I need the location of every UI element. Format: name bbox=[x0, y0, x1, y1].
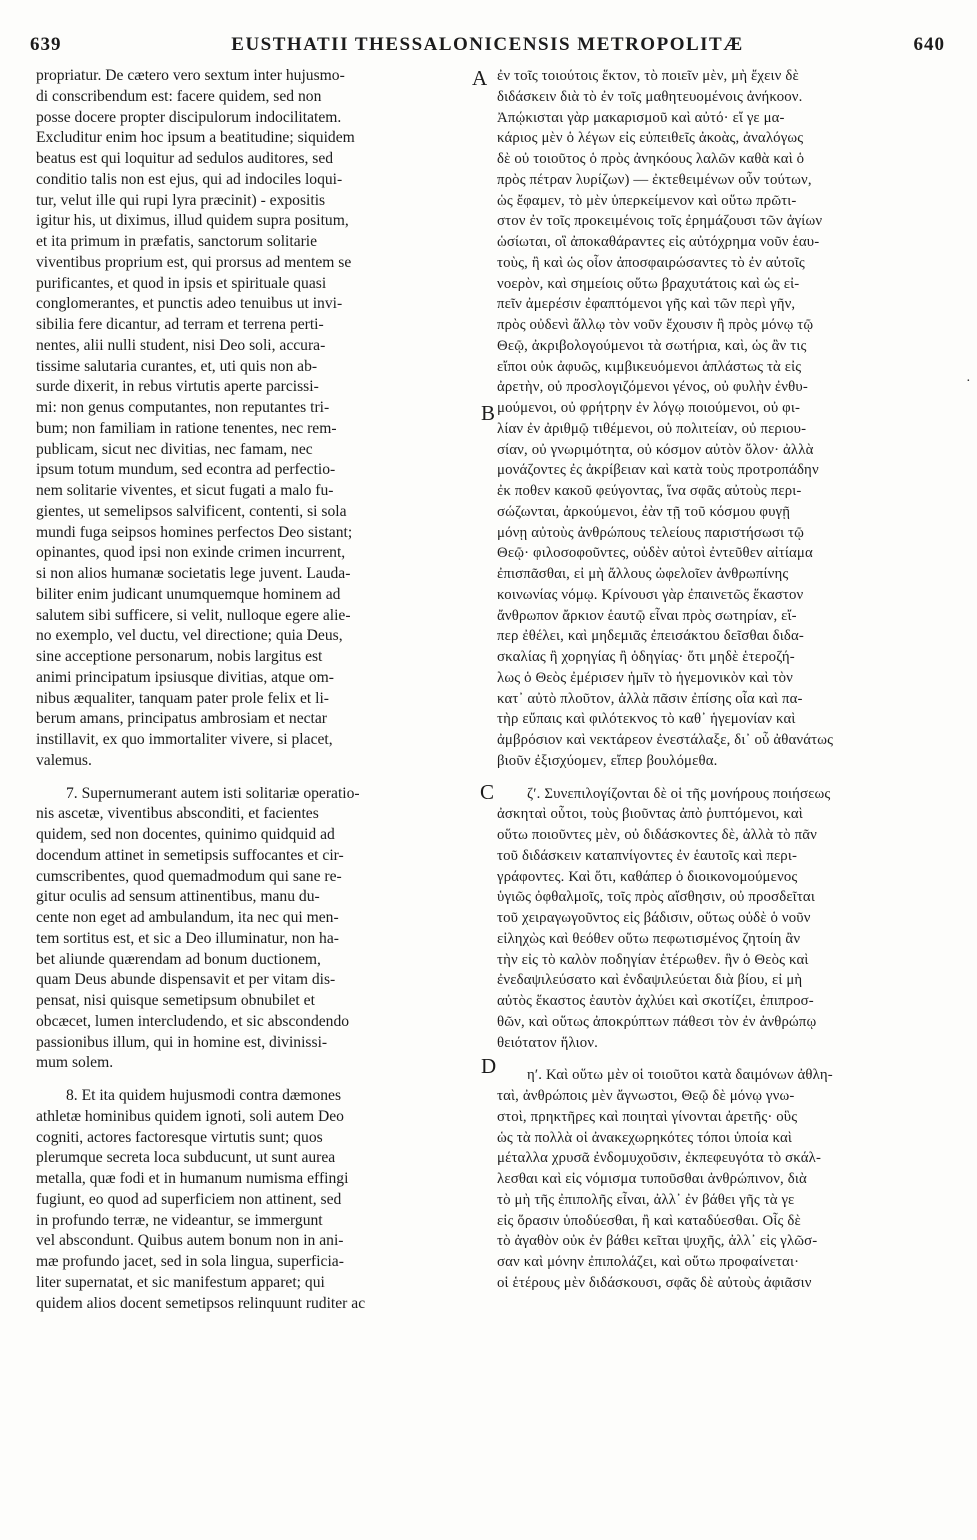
text-line: ταὶ, ἀνθρώποις μὲν ἄγνωστοι, Θεῷ δὲ μόνῳ γνω- bbox=[497, 1088, 795, 1104]
text-line: obcæcet, lumen intercludendo, et sic abscondendo bbox=[36, 1012, 350, 1030]
text-line: salutem sibi sufficere, si velit, nulloque egere alie- bbox=[36, 606, 351, 624]
text-line: μέταλλα χρυσᾶ ἐνδομυχοῦσιν, ἐκπεφευγότα τὸ σκάλ- bbox=[497, 1150, 822, 1167]
text-line: μονάζοντες ἐς ἀκρίβειαν καὶ κατὰ τοὺς προτροπάδην bbox=[497, 462, 819, 479]
text-line: εἰληχὼς καὶ θεόθεν οὕτω πεφωτισμένος ζητοίη ἂν bbox=[497, 930, 801, 947]
text-line: τοῦ χειραγωγοῦντος εἰς βάδισιν, οὕτως οὐδὲ ὁ νοῦν bbox=[497, 910, 811, 926]
text-line: passionibus illum, qui in homine est, divinissi- bbox=[36, 1033, 328, 1051]
text-line: νοερὸν, καὶ σημείοις οὕτω βραχυτάτοις καὶ ὡς εἰ- bbox=[497, 275, 800, 292]
text-line: instillavit, ex quo immortaliter vivere, si placet, bbox=[36, 731, 333, 748]
text-line: κατ᾽ αὐτὸ πλοῦτον, ἀλλὰ πᾶσιν ἐπίσης οἷα καὶ πα- bbox=[497, 690, 803, 707]
text-line: στον ἐν τοῖς προκειμένοις τοῖς ἐρημάζουσι τῶν ἁγίων bbox=[497, 213, 823, 230]
text-line: τοὺς, ἢ καὶ ὡς οἷον ἀποσφαιρώσαντες τὸ ἐν αὐτοῖς bbox=[497, 254, 805, 271]
text-line: μόνῃ αὐτοὺς ἀνθρώπους τελείους παριστήσωσι τῷ bbox=[497, 524, 805, 541]
text-line: ὡς τὰ πολλὰ οἱ ἀνακεχωρηκότες τόποι ὑποία καὶ bbox=[497, 1129, 792, 1146]
text-line: bet aliunde quærendam ad bonum ductionem, bbox=[36, 950, 321, 968]
text-line: nibus æqualiter, tanquam pater prole felix et li- bbox=[36, 689, 329, 707]
text-line: εἰς ὅρασιν ὑποδύεσθαι, ἢ καὶ καταδύεσθαι. Οἷς δὲ bbox=[497, 1212, 801, 1229]
latin-column bbox=[36, 66, 491, 1314]
running-title: EUSTHATII THESSALONICENSIS METROPOLITÆ bbox=[231, 34, 744, 55]
text-line: σκαλίας ἢ χορηγίας ἢ ὁδηγίας· ὅτι μηδὲ ἑτεροζή- bbox=[497, 649, 795, 665]
text-line: sine acceptione personarum, nobis largitus est bbox=[36, 648, 323, 665]
text-line: liter supernatat, et sic manifestum apparet; qui bbox=[36, 1273, 325, 1291]
text-line: τὴρ εὔπαις καὶ φιλότεκνος τὸ καθ᾽ ἡγεμονίαν καὶ bbox=[497, 711, 796, 728]
text-line: τοῦ διδάσκειν καταπνίγοντες ἐν ἑαυτοῖς καὶ περι- bbox=[497, 847, 798, 864]
text-line: σώζωνται, ἀρκούμενοι, ἐὰν τῇ τοῦ κόσμου φυγῇ bbox=[497, 503, 791, 520]
margin-dot: · bbox=[966, 374, 971, 389]
text-line: πρὸς οὐδενὶ ἄλλῳ τὸν νοῦν ἔχουσιν ἢ πρὸς μόνῳ τῷ bbox=[497, 317, 814, 333]
text-line: λεσθαι καὶ εἰς νόμισμα τυποῦσθαι ἀνθρώπινον, διὰ bbox=[497, 1171, 807, 1187]
text-line: metalla, quæ fodi et in humanum numisma effingi bbox=[36, 1170, 349, 1187]
text-line: conditio talis non est ejus, qui ad indociles loqui- bbox=[36, 170, 343, 188]
paragraph-gap bbox=[36, 1074, 491, 1086]
text-line: conglomerantes, et punctis adeo tenuibus ut invi- bbox=[36, 295, 343, 313]
page-number-left: 639 bbox=[30, 34, 62, 55]
running-header bbox=[30, 30, 945, 60]
text-line: mum solem. bbox=[36, 1054, 114, 1072]
text-line: animi principatum ipsiusque divitias, atque om- bbox=[36, 668, 334, 686]
page-number-right: 640 bbox=[913, 34, 945, 55]
text-line: λίαν ἐν ἀριθμῷ τιθέμενοι, οὐ πολιτείαν, οὐ περιου- bbox=[497, 420, 807, 437]
text-line: ὑγιῶς ὀφθαλμοῖς, τοῖς πρὸς αἴσθησιν, οὐ προσδεῖται bbox=[497, 889, 815, 906]
greek-paragraph bbox=[497, 1065, 950, 1293]
text-line: ἐπισπᾶσθαι, εἰ μὴ ἄλλους ὠφελοῖεν ἀνθρωπίνης bbox=[497, 566, 789, 582]
text-line: tissime salutaria curantes, et, uti quis non ab- bbox=[36, 357, 318, 375]
text-line: ἄνθρωπον ἄρκιον ἑαυτῷ εἶναι πρὸς σωτηρίαν, εἴ- bbox=[497, 607, 797, 624]
text-line: quam Deus abunde dispensavit et per vitam dis- bbox=[36, 971, 336, 989]
text-line: surde dixerit, in rebus virtutis aperte parcissi- bbox=[36, 378, 319, 396]
text-line: gitur oculis ad sensum attinentibus, manu du- bbox=[36, 888, 320, 906]
text-line: ipsum totum mundum, sed econtra ad perfectio- bbox=[36, 461, 336, 479]
text-line: Ἀπῴκισται γὰρ μακαρισμοῦ καὶ αὐτό· εἴ γε μα- bbox=[497, 109, 785, 126]
text-line: οἱ ἑτέρους μὲν διδάσκουσι, σφᾶς δὲ αὐτοὺς ἀφιᾶσιν bbox=[497, 1274, 812, 1291]
text-line: εἴποι οὐκ ἀφυῶς, κιμβικευόμενοι ἁπλάστως τὰ εἰς bbox=[497, 358, 802, 375]
text-line: δὲ οὐ τοιοῦτος ὁ πρὸς ἀνηκόους λαλῶν καθὰ καὶ ὁ bbox=[497, 151, 805, 167]
section-marker-c: C bbox=[480, 780, 495, 804]
text-line: κάριος μὲν ὁ λέγων εἰς εὐπειθεῖς ἀκοὰς, ἀναλόγως bbox=[497, 130, 804, 147]
text-line: igitur his, ut diximus, illud quidem supra positum, bbox=[36, 212, 349, 230]
text-line: posse docere propter discipulorum indocilitatem. bbox=[36, 108, 342, 126]
text-line: κοινωνίας νόμῳ. Κρίνουσι γὰρ ἐπαινετῶς ἕκαστον bbox=[497, 586, 804, 603]
section-marker-d: D bbox=[481, 1054, 497, 1078]
text-line: περ ἐθέλει, καὶ μηδεμιᾶς ἐπεισάκτου δεῖσθαι διδα- bbox=[497, 628, 804, 645]
text-line: ἀρετὴν, οὐ προσλογιζόμενοι γένος, οὐ φυλὴν ἐνθυ- bbox=[497, 379, 808, 396]
text-line: 8. Et ita quidem hujusmodi contra dæmones bbox=[66, 1087, 342, 1104]
text-line: θειότατον ἥλιον. bbox=[497, 1034, 599, 1051]
text-line: 7. Supernumerant autem isti solitariæ operatio- bbox=[66, 784, 360, 802]
text-line: publicam, sicut nec divitias, nec famam, nec bbox=[36, 440, 313, 458]
text-line: bum; non familiam in ratione tenentes, nec rem- bbox=[36, 419, 337, 437]
text-line: di conscribendum est: facere quidem, sed non bbox=[36, 87, 322, 105]
text-line: βιοῦν ἐξισχύομεν, εἴπερ βουλόμεθα. bbox=[497, 752, 718, 769]
text-line: mundi fuga seipsos homines perfectos Deo sistant; bbox=[36, 523, 353, 541]
text-line: cente non eget ad ambulandum, ita nec qui men- bbox=[36, 909, 339, 926]
text-line: ηʹ. Καὶ οὕτω μὲν οἱ τοιοῦτοι κατὰ δαιμόνων ἀθλη- bbox=[527, 1067, 833, 1084]
text-line: γράφοντες. Καὶ ὅτι, καθάπερ ὁ διοικονομούμενος bbox=[497, 868, 798, 885]
text-line: τὴν εἰς τὸ καλὸν ποδηγίαν ἑτέρωθεν. ἣν ὁ Θεὸς καὶ bbox=[497, 951, 809, 968]
latin-paragraph bbox=[36, 66, 491, 772]
greek-paragraph bbox=[497, 66, 950, 772]
text-line: τὸ μὴ τῆς ἐπιπολῆς εἶναι, ἀλλ᾽ ἐν βάθει γῆς τὰ γε bbox=[497, 1191, 795, 1208]
text-line: propriatur. De cætero vero sextum inter hujusmo- bbox=[36, 67, 345, 84]
text-line: Excluditur enim hoc ipsum a beatitudine; siquidem bbox=[36, 129, 355, 147]
text-line: berum amans, principatus ambrosiam et nectar bbox=[36, 710, 327, 728]
text-line: Θεῷ, ἀκριβολογούμενοι τὰ σωτήρια, καὶ, ὡς ἂν τις bbox=[497, 337, 807, 354]
text-line: μούμενοι, οὐ φρήτρην ἐν λόγῳ ποιούμενοι, οὐ φι- bbox=[497, 400, 801, 416]
text-line: mæ profundo jacet, sed in sola lingua, superficia- bbox=[36, 1253, 344, 1270]
text-line: in profundo terræ, ne videantur, se immergunt bbox=[36, 1211, 323, 1229]
paragraph-gap bbox=[497, 1053, 950, 1065]
text-line: ἐνεδαψιλεύσατο καὶ ἐνδαψιλεύεται διὰ βίου, εἰ μὴ bbox=[497, 972, 803, 989]
text-line: ὡς ἔφαμεν, τὸ μὲν ὑπερκείμενον καὶ οὕτω πρῶτι- bbox=[497, 192, 797, 209]
text-line: vel abscondunt. Quibus autem bonum non in ani- bbox=[36, 1232, 344, 1250]
text-line: nem solitarie viventes, et sicut fugati a malo fu- bbox=[36, 482, 334, 499]
text-line: διδάσκειν διὰ τὸ ἐν τοῖς μαθητευομένοις ἀνήκοον. bbox=[497, 88, 803, 105]
latin-paragraph bbox=[36, 1086, 491, 1314]
text-line: λως ὁ Θεὸς ἐμέρισεν ἡμῖν τὸ ἡγεμονικὸν καὶ τὸν bbox=[497, 669, 793, 686]
text-line: valemus. bbox=[36, 751, 92, 769]
text-line: ἐκ ποθεν κακοῦ φεύγοντας, ἵνα σφᾶς αὐτοὺς περι- bbox=[497, 483, 802, 499]
text-line: opinantes, quod ipsi non exinde crimen incurrent, bbox=[36, 544, 346, 562]
text-line: στοὶ, πρηκτῆρες καὶ ποιηταὶ γίνονται ἀρετῆς· οὓς bbox=[497, 1108, 798, 1125]
text-line: biliter enim judicant unumquemque hominem ad bbox=[36, 585, 341, 603]
section-marker-a: A bbox=[472, 66, 488, 90]
text-line: σαν καὶ μόνην ἐπιπολάζει, καὶ οὕτω προφαίνεται· bbox=[497, 1254, 800, 1270]
text-line: ζʹ. Συνεπιλογίζονται δὲ οἱ τῆς μονήρους ποιήσεως bbox=[527, 785, 831, 802]
text-line: et ita primum in præfatis, sanctorum solitarie bbox=[36, 233, 318, 250]
text-line: sibilia fere dicantur, ad terram et terrena perti- bbox=[36, 316, 324, 333]
text-line: fugiunt, eo quod ad superficiem non attinent, sed bbox=[36, 1190, 342, 1208]
text-line: πεῖν ἀμερέσιν ἐφαπτόμενοι γῆς καὶ τῶν περὶ γῆν, bbox=[497, 296, 796, 313]
text-line: σίαν, οὐ γνωριμότητα, οὐ κόσμον αὐτὸν ὅλον· ἀλλὰ bbox=[497, 441, 814, 458]
section-marker-b: B bbox=[481, 401, 496, 425]
text-line: ἀσκηταὶ οὗτοι, τοὺς βιοῦντας ἀπὸ ῥυπτόμενοι, καὶ bbox=[497, 806, 803, 823]
text-line: no exemplo, vel ductu, vel directione; quia Deus, bbox=[36, 627, 343, 645]
paragraph-gap bbox=[497, 772, 950, 784]
text-line: si non alios humanæ societatis lege juvent. Lauda- bbox=[36, 565, 351, 582]
text-line: αὐτὸς ἕκαστος ἑαυτὸν ἀχλύει καὶ σκοτίζει, ἐπιπροσ- bbox=[497, 993, 814, 1009]
text-line: πρὸς πέτραν λυρίζων) — ἐκτεθειμένων οὖν τούτων, bbox=[497, 171, 812, 188]
text-line: ἀμβρόσιον καὶ νεκτάρεον ἐνεστάλαξε, δι᾽ οὗ ἀθανάτως bbox=[497, 732, 834, 748]
greek-column bbox=[497, 66, 950, 1294]
text-line: Θεῷ· φιλοσοφοῦντες, οὐδὲν αὐτοὶ ἐντεῦθεν αἰτίαμα bbox=[497, 545, 813, 562]
text-line: θῶν, καὶ οὕτως ἀποκρύπτων πάθεσι τὸν ἐν ἀνθρώπῳ bbox=[497, 1013, 817, 1030]
text-line: athletæ hominibus quidem ignoti, soli autem Deo bbox=[36, 1107, 344, 1125]
text-line: cumscribentes, quod quemadmodum qui sane re- bbox=[36, 867, 342, 885]
text-line: pensat, nisi quisque semetipsum obnubilet et bbox=[36, 992, 315, 1009]
text-line: viventibus proprium est, qui prorsus ad mentem se bbox=[36, 253, 352, 271]
text-line: beatus est qui loquitur ad sedulos auditores, sed bbox=[36, 150, 334, 167]
text-line: quidem alios docent semetipsos relinquunt ruditer ac bbox=[36, 1294, 366, 1312]
text-line: οὕτω ποιοῦντες μὲν, οὐ διδάσκοντες δὲ, ἀλλὰ τὸ πᾶν bbox=[497, 827, 817, 843]
text-line: quidem, sed non docentes, quinimo quidquid ad bbox=[36, 826, 335, 843]
text-line: τὸ ἀγαθὸν οὐκ ἐν βάθει κεῖται ψυχῆς, ἀλλ᾽ εἰς γλῶσ- bbox=[497, 1233, 818, 1250]
latin-paragraph bbox=[36, 784, 491, 1075]
paragraph-gap bbox=[36, 772, 491, 784]
text-line: ἐν τοῖς τοιούτοις ἕκτον, τὸ ποιεῖν μὲν, μὴ ἔχειν δὲ bbox=[497, 68, 799, 84]
text-line: cogniti, actores factoresque virtutis sunt; quos bbox=[36, 1128, 323, 1146]
text-line: nis ascetæ, viventibus absconditi, et facientes bbox=[36, 805, 319, 823]
greek-paragraph bbox=[497, 784, 950, 1054]
text-line: nentes, alii nulli student, nisi Deo soli, accura- bbox=[36, 336, 326, 354]
text-line: purificantes, et quod in ipsis et spirituale quasi bbox=[36, 274, 327, 292]
text-line: docendum attinet in semetipsis suffocantes et cir- bbox=[36, 846, 344, 864]
text-line: tur, velut ille qui rupi lyra præcinit) - expositis bbox=[36, 191, 326, 209]
text-line: ὡσίωται, οἳ ἀποκαθάραντες εἰς αὐτόχρημα νοῦν ἑαυ- bbox=[497, 234, 820, 250]
text-line: mi: non genus computantes, non reputantes tri- bbox=[36, 399, 330, 416]
text-line: plerumque secreta loca subducunt, ut sunt aurea bbox=[36, 1149, 336, 1167]
text-line: tem sortitus est, et sic a Deo illuminatur, non ha- bbox=[36, 929, 339, 947]
text-line: gientes, ut semelipsos salvificent, contenti, si sola bbox=[36, 502, 347, 520]
